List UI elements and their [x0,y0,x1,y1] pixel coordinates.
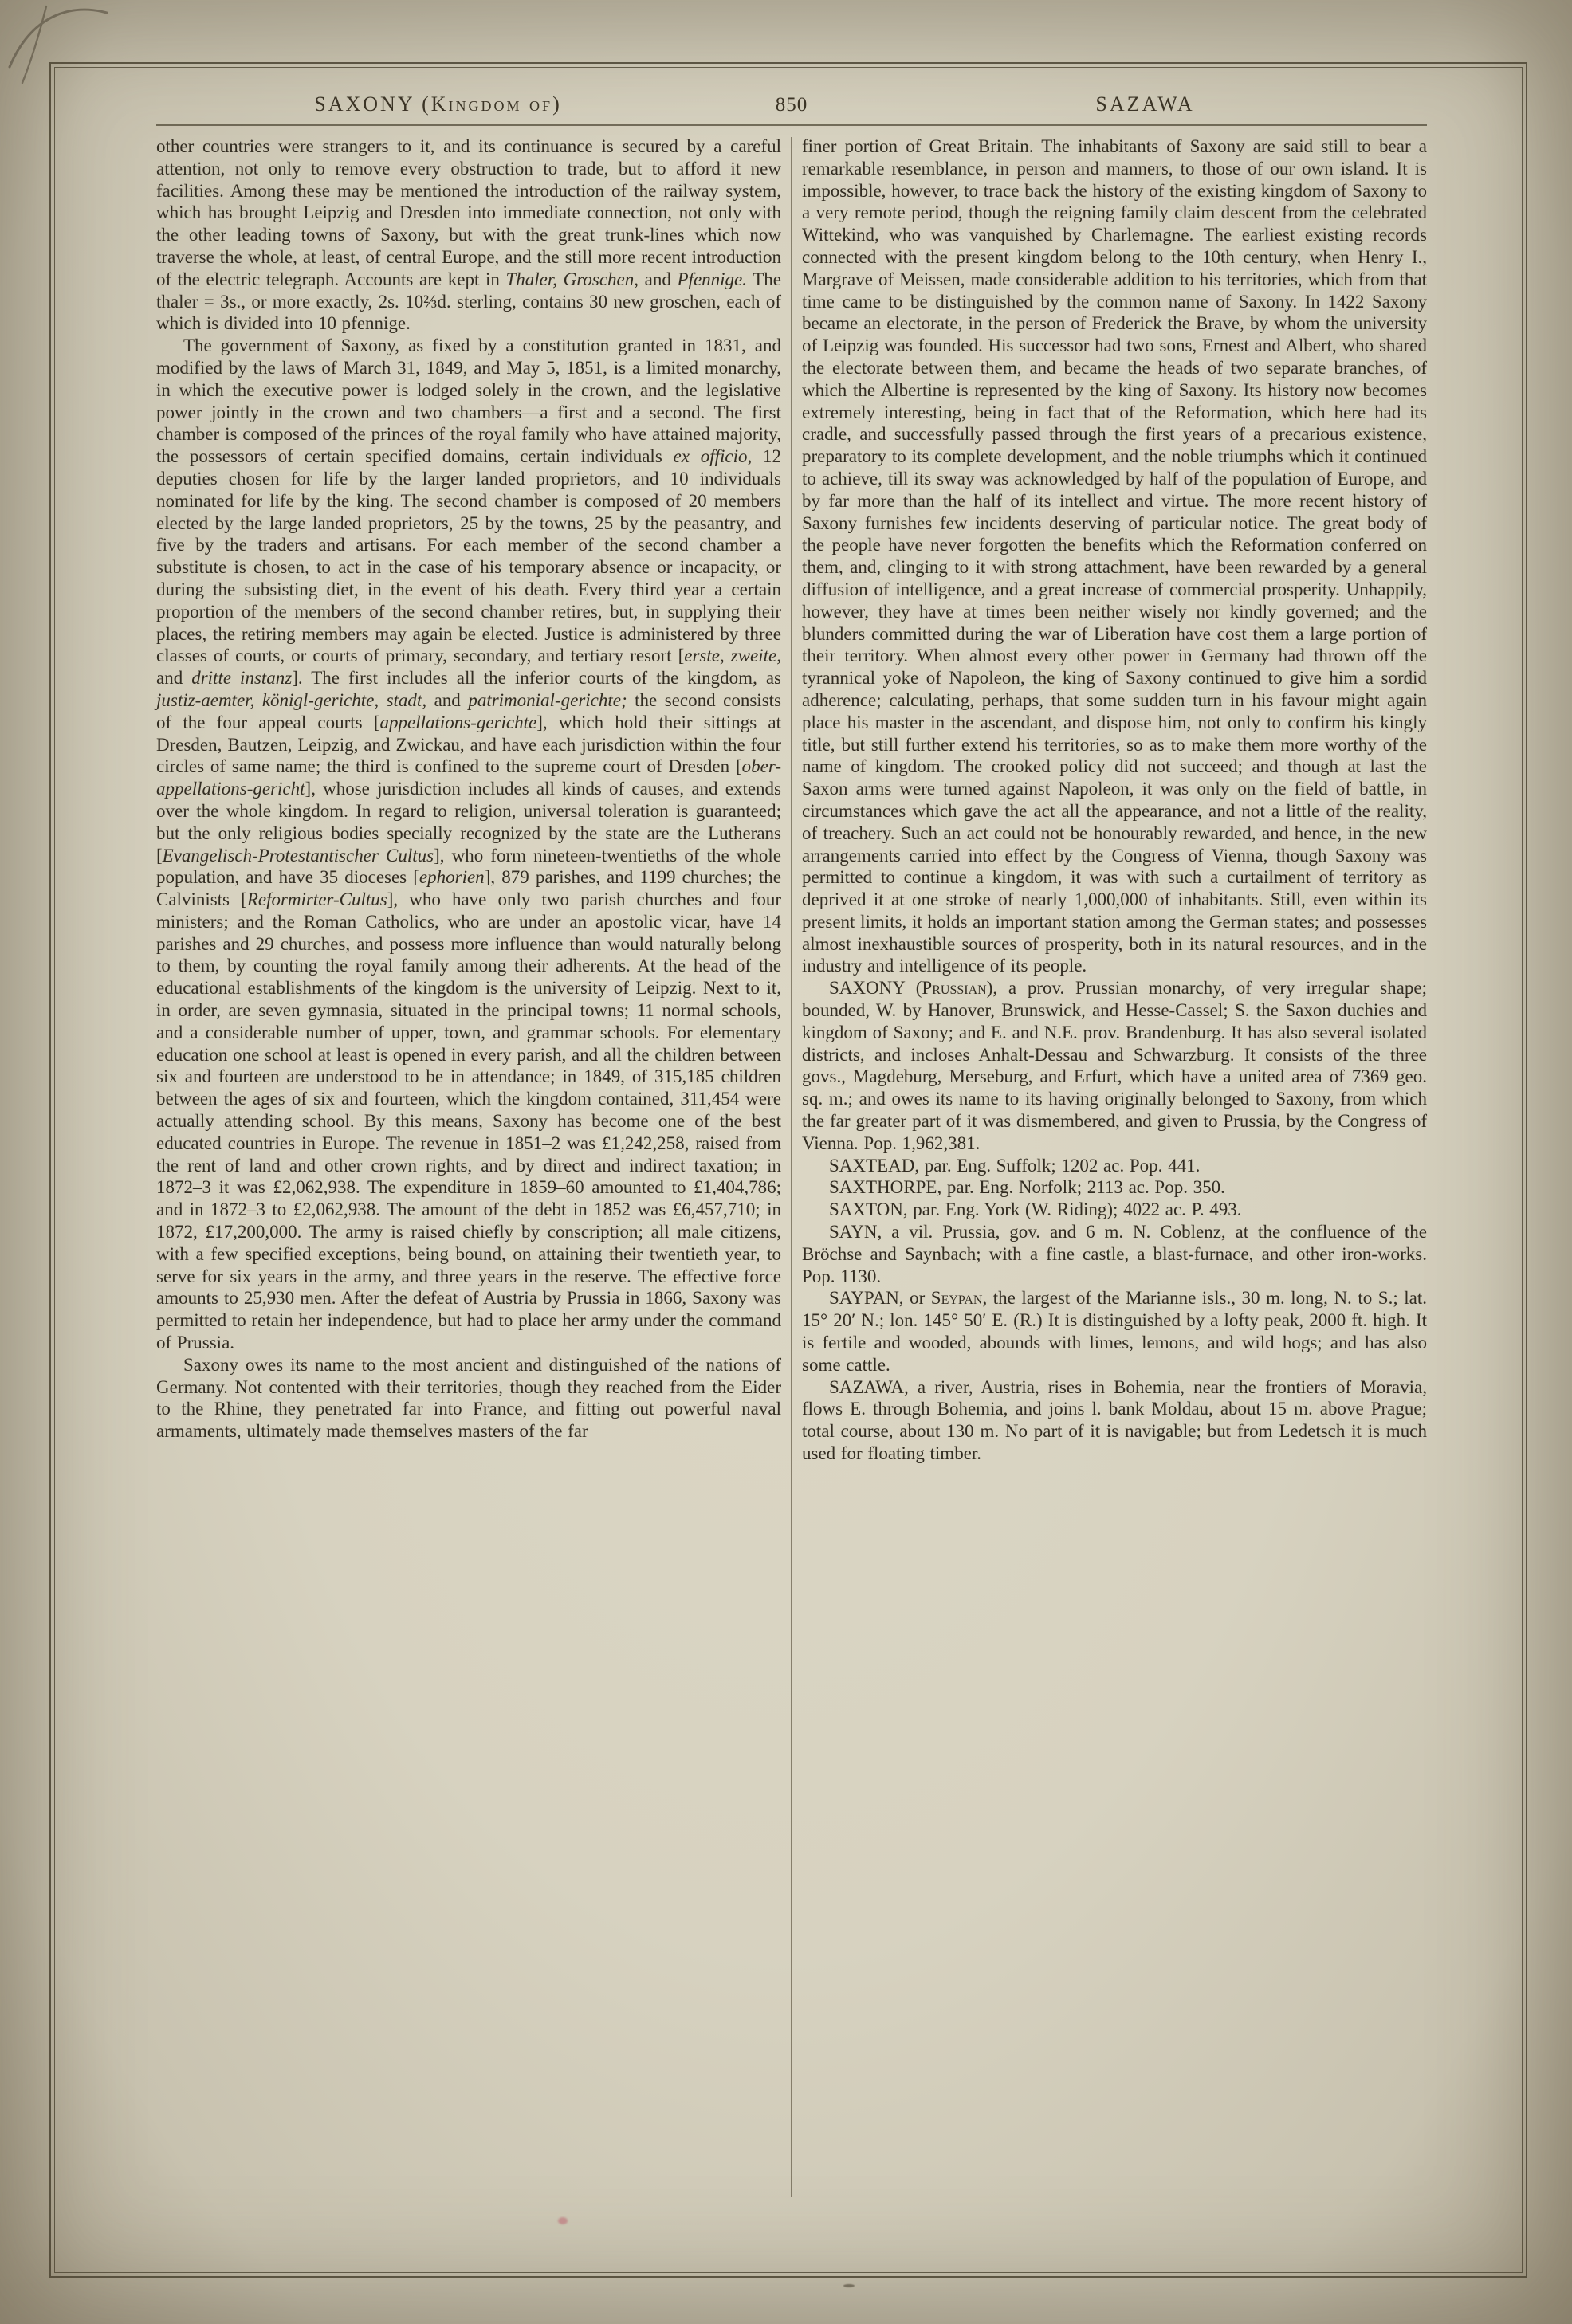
text-segment: Reformirter-Cultus [246,889,387,910]
text-segment: appellations-gerichte [379,712,537,732]
text-segment: The government of Saxony, as fixed by a constitution granted in 1831, and modified by the laws of March 31, 1849, and May 5, 1851, is a limited monarchy, in which the executive power is lodged solely in the crown, and the legislative power jointly in the crown and two chambers—a first and a second. The first chamber is composed of the princes of the royal family who have attained majority, the possessors of certain specified domains, certain individuals [156,336,781,467]
text-columns [156,135,1427,2204]
text-segment: and [639,269,678,289]
text-segment: ), a prov. Prussian monarchy, of very irregular shape; bounded, W. by Hanover, Brunswick, and Hesse-Cassel; S. the Saxon duchies and kingdom of Saxony; and E. and N.E. prov. Brandenburg. It has also several isolated districts, and incloses Anhalt-Dessau and Schwarzburg. It consists of the three govs., Magdeburg, Merseburg, and Erfurt, which have a united area of 7369 geo. sq. m.; and owes its name to its having originally belonged to Saxony, from which the far greater part of it was dismembered, and given to Prussia, by the Congress of Vienna. Pop. 1,962,381. [802,978,1427,1153]
text-segment: 12 deputies chosen for life by the larger landed proprietors, and 10 individuals nominated for life by the king. The second chamber is composed of 20 members elected by the large landed proprietors, 25 by the towns, 25 by the peasantry, and five by the traders and artisans. For each member of the second chamber a substitute is chosen, to act in the case of his temporary absence or incapacity, or during the subsisting diet, in the event of his death. Every third year a certain proportion of the members of the second chamber retires, but, in supplying their places, the retiring members may again be elected. Justice is administered by three classes of courts, or courts of primary, secondary, and tertiary resort [ [156,446,781,666]
column-divider [791,137,792,2197]
text-segment: Prussian [922,978,987,999]
text-segment: justiz-aemter, königl-gerichte, stadt, [156,689,427,710]
page-border-inner [54,67,1523,2273]
text-segment: erste, zweite, [684,646,781,666]
text-segment: ], who have only two parish churches and four ministers; and the Roman Catholics, who are under an apostolic vicar, have 14 parishes and 29 churches, and possess more influence than would naturally belong to them, by counting the royal family among their adherents. At the head of the educational establishments of the kingdom is the university of Leipzig. Next to it, in order, are seven gymnasia, situated in the principal towns; 11 normal schools, and a considerable number of upper, town, and grammar schools. For elementary education one school at least is opened in every parish, and all the children between six and fourteen are understood to be in attendance; in 1849, of 315,185 children between the ages of six and fourteen, which the kingdom contained, 311,454 were actually attending school. By this means, Saxony has become one of the best educated countries in Europe. The revenue in 1851–2 was £1,242,258, raised from the rent of land and other crown rights, and by direct and indirect taxation; in 1872–3 it was £2,062,938. The expenditure in 1859–60 amounted to £1,404,786; and in 1872–3 to £2,062,938. The amount of the debt in 1852 was £6,457,710; in 1872, £17,200,000. The army is raised chiefly by conscription; all male citizens, with a few specified exceptions, being bound, on attaining their twentieth year, to serve for six years in the army, and three years in the reserve. The effective force amounts to 25,930 men. After the defeat of Austria by Prussia in 1866, Saxony was permitted to retain her independence, but had to place her army under the command of Prussia. [156,889,781,1353]
text-segment: ], who form nineteen-twentieths of the whole population, and have 35 dioceses [ [156,845,781,888]
text-segment: SAXONY ( [829,978,922,999]
text-segment: finer portion of Great Britain. The inhabitants of Saxony are said still to bear a remarkable resemblance, in person and manners, to those of our own island. It is impossible, however, to trace back the history of the existing kingdom of Saxony to a very remote period, though the reigning family claim descent from the celebrated Wittekind, who was vanquished by Charlemagne. The earliest existing records connected with the present kingdom belong to the 10th century, when Henry I., Margrave of Meissen, made considerable addition to his territories, which from that time came to be distinguished by the common name of Saxony. In 1422 Saxony became an electorate, in the person of Frederick the Brave, by whom the university of Leipzig was founded. His successor had two sons, Ernest and Albert, who shared the electorate between them, and became the heads of two separate branches, of which the Albertine is represented by the king of Saxony. Its history now becomes extremely interesting, being in fact that of the Reformation, which here had its cradle, and successfully passed through the first years of a precarious existence, preparatory to its complete development, and the noble triumphs which it continued to achieve, till its sway was acknowledged by half of the population of Europe, and by far more than the half of its intellect and virtue. The more recent history of Saxony furnishes few incidents deserving of particular notice. The great body of the people have never forgotten the benefits which the Reformation conferred on them, and, clinging to it with strong attachment, have been rewarded by a general diffusion of intelligence, and a great increase of commercial prosperity. Unhappily, however, they have at times been neither wisely nor kindly governed; and the blunders committed during the war of Liberation have cost them a large portion of their territory. When almost every other power in Germany had thrown off the tyrannical yoke of Napoleon, the king of Saxony continued to give him a sordid adherence; calculating, perhaps, that some sudden turn in his favour might again place his master in the ascendant, and dispose him, not only to confirm his kingly title, but still further extend his territories, so as to make them more worthy of the name of kingdom. The crooked policy did not succeed; and though at last the Saxon arms were turned against Napoleon, it was only on the field of battle, in circumstances which gave the act all the appearance, and not a little of the reality, of treachery. Such an act could not be honourably rewarded, and hence, in the new arrangements carried into effect by the Congress of Vienna, though Saxony was permitted to continue a kingdom, it was with such a curtailment of territory as deprived it at one stroke of nearly 1,000,000 of inhabitants. Still, even within its present limits, it holds an important station among the German states; and possesses almost inexhaustible sources of prosperity, both in its natural resources, and in the industry and intelligence of its people. [802,136,1427,976]
page-number: 850 [775,94,808,116]
entry-sazawa [802,1376,1427,1465]
entry-saypan [802,1287,1427,1376]
text-segment: and [426,689,469,710]
text-segment: SAYPAN, or [829,1288,931,1309]
text-segment: other countries were strangers to it, and its continuance is secured by a careful attention, not only to remove every obstruction to trade, but to afford it new facilities. Among these may be mentioned the introduction of the railway system, which has brought Leipzig and Dresden into immediate connection, not only with the other leading towns of Saxony, but with the great trunk-lines which now traverse the whole, at least, of central Europe, and the still more recent introduction of the electric telegraph. Accounts are kept in [156,136,781,289]
page-content [59,72,1518,2268]
text-segment: , the largest of the Marianne isls., 30 m. long, N. to S.; lat. 15° 20′ N.; lon. 145° 50′ E. (R.) It is distinguished by a lofty peak, 2000 ft. high. It is fertile and wooded, abounds with limes, lemons, and wild hogs; and has also some cattle. [802,1288,1427,1375]
text-segment: SAZAWA, a river, Austria, rises in Bohemia, near the frontiers of Moravia, flows E. through Bohemia, and joins l. bank Moldau, about 15 m. above Prague; total course, about 130 m. No part of it is navigable; but from Ledetsch it is much used for floating timber. [802,1376,1427,1464]
text-segment: ephorien [419,867,485,888]
text-segment: ]. The first includes all the inferior courts of the kingdom, as [292,668,781,689]
page-border [49,62,1527,2278]
text-segment: SAXTEAD, par. Eng. Suffolk; 1202 ac. Pop. 441. [829,1155,1201,1176]
entry-saxony-kingdom-continued [156,135,781,335]
text-segment: Saxony owes its name to the most ancient and distinguished of the nations of Germany. Not contented with their territories, though they reached from the Eider to the Rhine, they penetrated far into France, and fitting out powerful naval armaments, ultimately made themselves masters of the far [156,1354,781,1442]
text-segment: Pfennige. [677,269,747,289]
text-segment: dritte instanz [191,668,293,689]
paragraph-government [156,335,781,1354]
text-segment: ], which hold their sittings at Dresden, Bautzen, Leipzig, and Zwickau, and have each jurisdiction within the four circles of same name; the third is confined to the supreme court of Dresden [ [156,712,781,777]
text-segment: SAXTHORPE, par. Eng. Norfolk; 2113 ac. Pop. 350. [829,1177,1225,1198]
entry-saxtead [802,1155,1427,1177]
text-segment: ], whose jurisdiction includes all kinds of causes, and extends over the whole kingdom. In regard to religion, universal toleration is guaranteed; but the only religious bodies specially recognized by the state are the Lutherans [ [156,779,781,866]
text-segment: and [156,668,192,689]
text-segment: the second consists of the four appeal courts [ [156,689,781,732]
text-segment: Thaler, Groschen, [505,269,639,289]
header-left-title: SAXONY (Kingdom of) [314,92,562,116]
text-segment: Seypan [930,1288,983,1309]
right-column [802,135,1427,2204]
entry-saxony-kingdom-history [802,135,1427,977]
entry-saxony-prussian [802,977,1427,1154]
left-column [156,135,781,2204]
text-segment: The thaler = 3s., or more exactly, 2s. 10⅔d. sterling, contains 30 new groschen, each of which is divided into 10 pfennige. [156,269,781,334]
entry-saxton [802,1199,1427,1221]
text-segment: ex officio, [673,446,753,467]
text-segment: SAYN, a vil. Prussia, gov. and 6 m. N. Coblenz, at the confluence of the Bröchse and Saynbach; with a fine castle, a blast-furnace, and other iron-works. Pop. 1130. [802,1222,1427,1286]
text-segment: ], 879 parishes, and 1199 churches; the Calvinists [ [156,867,781,910]
header-rule [156,124,1427,126]
entry-sayn [802,1221,1427,1287]
ink-spot [558,2217,568,2224]
text-segment: patrimonial-gerichte; [468,689,627,710]
paragraph-name-origin [156,1354,781,1443]
header-right-title: SAZAWA [1095,92,1195,116]
text-segment: Evangelisch-Protestantischer Cultus [162,845,434,866]
entry-saxthorpe [802,1176,1427,1199]
text-segment: ober-appellations-gericht [156,756,781,799]
ink-speck [843,2284,855,2287]
running-head [156,92,1427,116]
text-segment: SAXTON, par. Eng. York (W. Riding); 4022 ac. P. 493. [829,1199,1242,1220]
